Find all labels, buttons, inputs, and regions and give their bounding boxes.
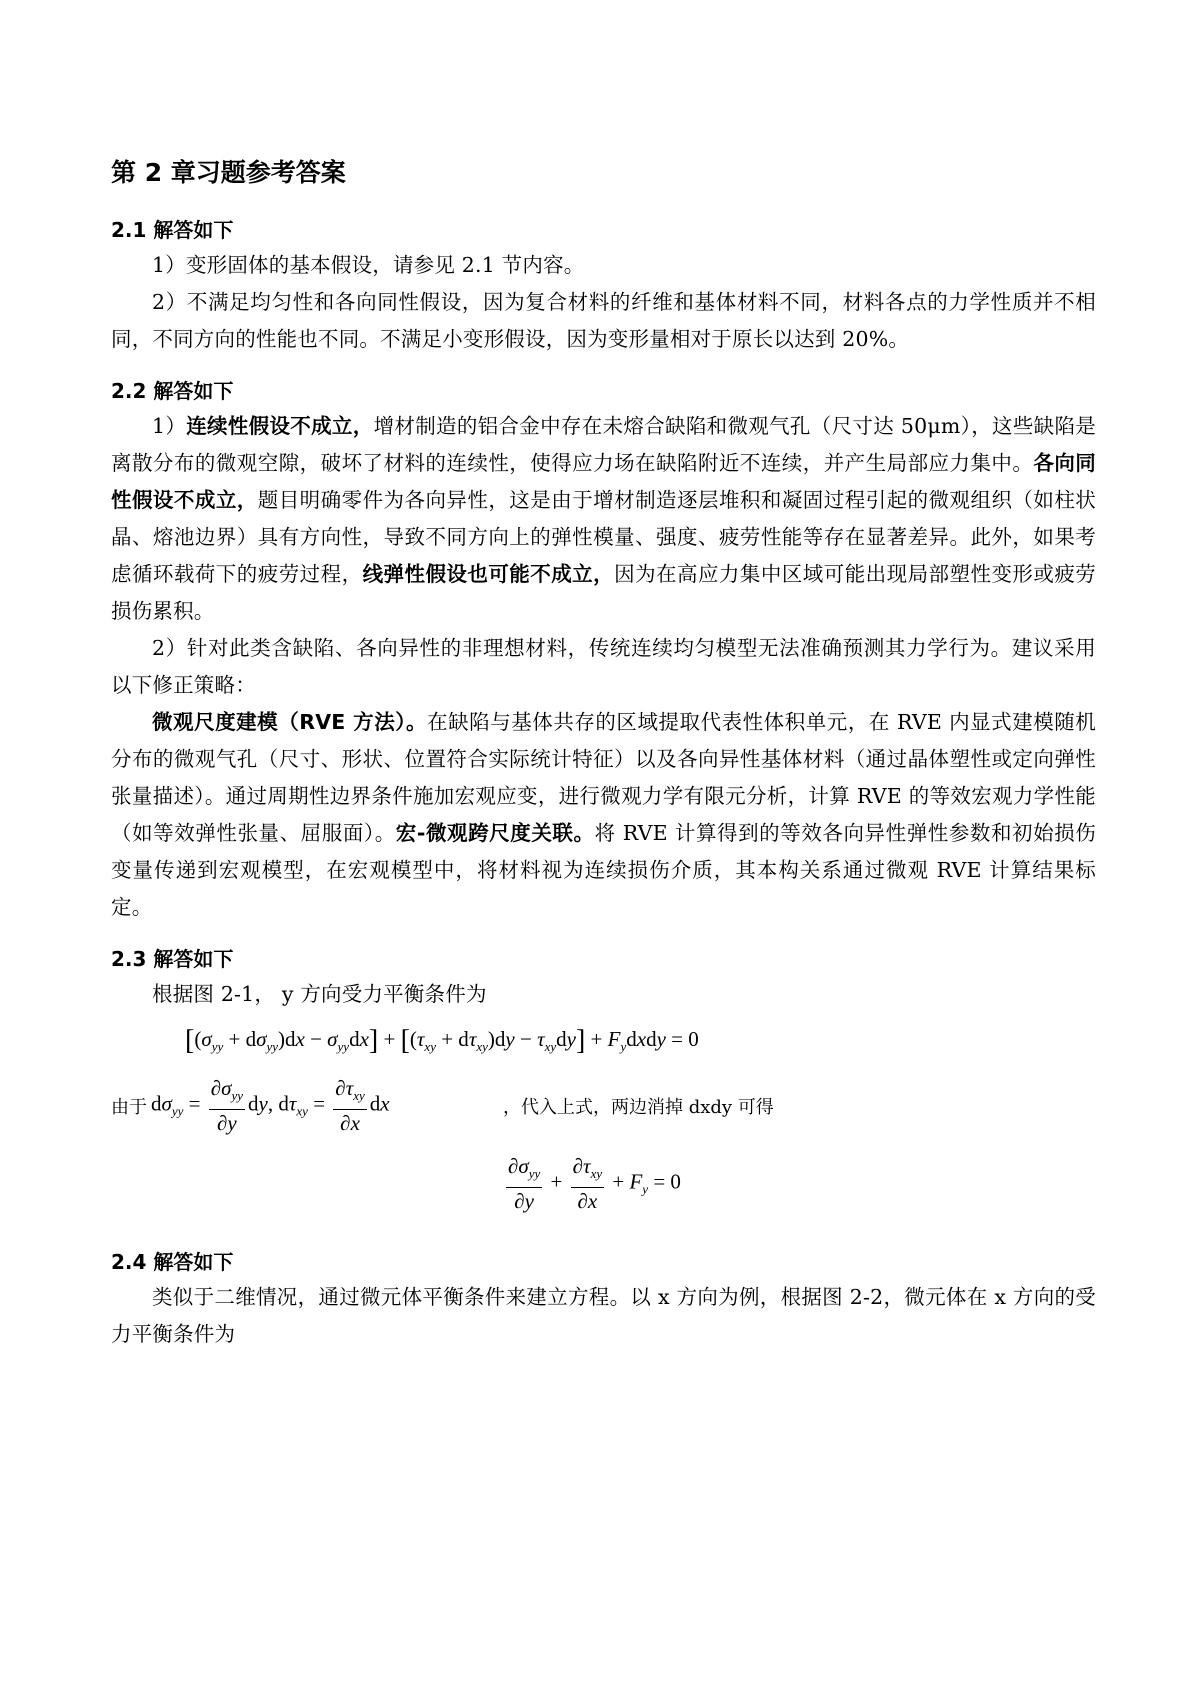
- page-content: [111, 155, 1096, 1369]
- section-heading: 2.3 解答如下: [111, 947, 234, 971]
- text-run: 1）: [152, 414, 187, 438]
- section-2-1: [111, 213, 1096, 358]
- equation-substitution: [111, 1073, 1096, 1143]
- paragraph: 根据图 2-1， y 方向受力平衡条件为: [152, 982, 487, 1006]
- equation: $d\sigma_{yy}$ = $\frac{\partial\sigma_{yy}}{\partial y}$ dy, $d\tau_{xy}$ = $\frac{\partial\tau_{xy}}{\partial x}$ dx: [151, 1076, 390, 1136]
- paragraph: 1）变形固体的基本假设，请参见 2.1 节内容。: [152, 253, 585, 277]
- equation-balance: [111, 1013, 1096, 1073]
- paragraph: [111, 408, 1096, 630]
- text-run: 在缺陷与基体共存的区域提取代表性体积单元，在 RVE 内显式建模随机分布的微观气孔（尺寸、形状、位置符合实际统计特征）以及各向异性基体材料（通过晶体塑性或定向弹性张量描述）。通过周期性边界条件施加宏观应变，进行微观力学有限元分析，计算 RVE 的等效宏观力学性能（如等效弹性张量、屈服面）。: [111, 710, 1096, 845]
- text-run: 增材制造的铝合金中存在未熔合缺陷和微观气孔（尺寸达 50μm），这些缺陷是离散分布的微观空隙，破坏了材料的连续性，使得应力场在缺陷附近不连续，并产生局部应力集中。: [111, 414, 1096, 475]
- section-heading: 2.1 解答如下: [111, 218, 234, 242]
- bold-phrase: 连续性假设不成立，: [186, 414, 374, 438]
- text-run: 将 RVE 计算得到的等效各向异性弹性参数和初始损伤变量传递到宏观模型，在宏观模型中，将材料视为连续损伤介质，其本构关系通过微观 RVE 计算结果标定。: [111, 821, 1096, 919]
- bold-phrase: 各向同性假设不成立，: [111, 451, 1096, 512]
- bold-phrase: 线弹性假设也可能不成立，: [362, 562, 615, 586]
- paragraph: 2）不满足均匀性和各向同性假设，因为复合材料的纤维和基体材料不同，材料各点的力学性质并不相同，不同方向的性能也不同。不满足小变形假设，因为变形量相对于原长以达到 20%。: [111, 290, 1096, 351]
- section-2-3: [111, 942, 1096, 1229]
- equation-tail-text: ，代入上式，两边消掉 dxdy 可得: [503, 1097, 774, 1118]
- paragraph: 2）针对此类含缺陷、各向异性的非理想材料，传统连续均匀模型无法准确预测其力学行为。建议采用以下修正策略：: [111, 636, 1096, 697]
- chapter-title: 第 2 章习题参考答案: [111, 158, 346, 187]
- section-2-2: [111, 374, 1096, 926]
- text-run: 因为在高应力集中区域可能出现局部塑性变形或疲劳损伤累积。: [111, 562, 1097, 623]
- paragraph: 类似于二维情况，通过微元体平衡条件来建立方程。以 x 方向为例，根据图 2-2，微元体在 x 方向的受力平衡条件为: [111, 1285, 1096, 1346]
- equation: $[(\sigma_{yy} + d\sigma_{yy})dx - \sigma_{yy}dx] + [(\tau_{xy} + d\tau_{xy})dy - \tau_{xy}dy]$ + $F_ydxdy = 0$: [185, 1025, 699, 1056]
- section-heading: 2.4 解答如下: [111, 1250, 234, 1274]
- bold-phrase: 微观尺度建模（RVE 方法）。: [152, 710, 428, 734]
- section-heading: 2.2 解答如下: [111, 379, 234, 403]
- text-run: 题目明确零件为各向异性，这是由于增材制造逐层堆积和凝固过程引起的微观组织（如柱状晶、熔池边界）具有方向性，导致不同方向上的弹性模量、强度、疲劳性能等存在显著差异。此外，如果考虑循环载荷下的疲劳过程，: [111, 488, 1097, 586]
- equation-result: [111, 1143, 1096, 1229]
- equation: $\frac{\partial\sigma_{yy}}{\partial y}$ + $\frac{\partial\tau_{xy}}{\partial x}$ + $F_y = 0$: [508, 1154, 681, 1214]
- paragraph: [111, 704, 1096, 926]
- equation-lead-text: 由于: [111, 1097, 147, 1118]
- section-2-4: [111, 1245, 1096, 1353]
- bold-phrase: 宏-微观跨尺度关联。: [395, 821, 595, 845]
